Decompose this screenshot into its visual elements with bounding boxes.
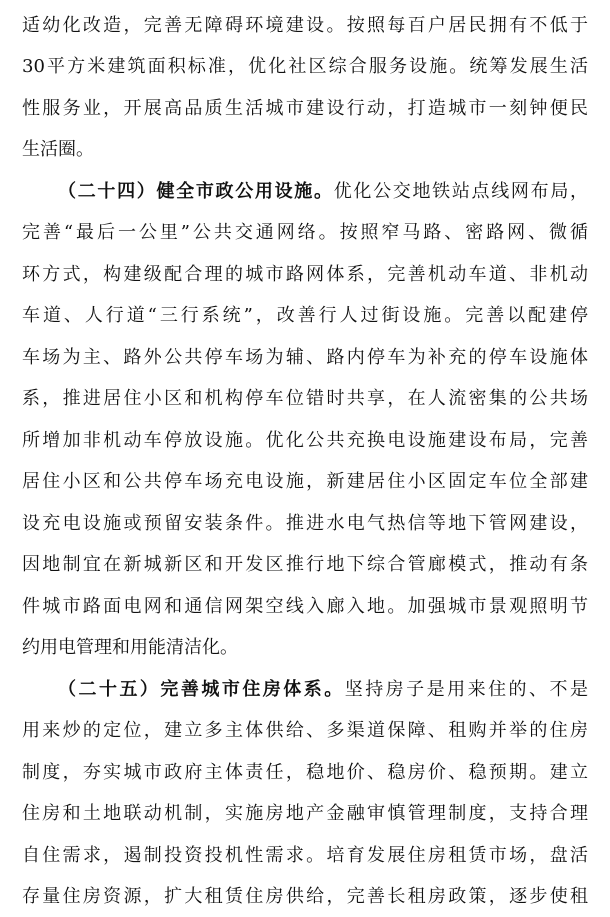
text-line: 约用电管理和用能清洁化。 xyxy=(22,637,238,658)
text-line: 因地制宜在新城新区和开发区推行地下综合管廊模式，推动有条 xyxy=(22,554,588,575)
text-line: 车场为主、路外公共停车场为辅、路内停车为补充的停车设施体 xyxy=(22,347,588,368)
text-line: 设充电设施或预留安装条件。推进水电气热信等地下管网建设， xyxy=(22,513,588,534)
text-line: 自住需求，遏制投资投机性需求。培育发展住房租赁市场，盘活 xyxy=(22,845,588,866)
text-line: 环方式，构建级配合理的城市路网体系，完善机动车道、非机动 xyxy=(22,264,588,285)
text-segment: 坚持房子是用来住的、不是 xyxy=(344,679,588,700)
paragraph-first-line xyxy=(58,670,588,710)
text-line: 适幼化改造，完善无障碍环境建设。按照每百户居民拥有不低于 xyxy=(22,15,588,36)
text-line: 性服务业，开展高品质生活城市建设行动，打造城市一刻钟便民 xyxy=(22,98,588,119)
text-line: 存量住房资源，扩大租赁住房供给，完善长租房政策，逐步使租 xyxy=(22,886,588,907)
text-line: 完善“最后一公里”公共交通网络。按照窄马路、密路网、微循 xyxy=(22,222,588,243)
text-line: 30平方米建筑面积标准，优化社区综合服务设施。统筹发展生活 xyxy=(22,56,588,77)
paragraph-first-line xyxy=(58,172,588,212)
section-heading: （二十四）健全市政公用设施。 xyxy=(58,181,334,202)
text-line: 生活圈。 xyxy=(22,139,94,160)
text-line: 车道、人行道“三行系统”，改善行人过街设施。完善以配建停 xyxy=(22,305,588,326)
text-line: 所增加非机动车停放设施。优化公共充换电设施建设布局，完善 xyxy=(22,430,588,451)
text-segment: 优化公交地铁站点线网布局， xyxy=(333,181,589,202)
text-line: 用来炒的定位，建立多主体供给、多渠道保障、租购并举的住房 xyxy=(22,720,588,741)
text-line: 系，推进居住小区和机构停车位错时共享，在人流密集的公共场 xyxy=(22,388,588,409)
section-heading: （二十五）完善城市住房体系。 xyxy=(58,679,345,700)
text-line: 住房和土地联动机制，实施房地产金融审慎管理制度，支持合理 xyxy=(22,803,588,824)
text-line: 件城市路面电网和通信网架空线入廊入地。加强城市景观照明节 xyxy=(22,596,588,617)
text-line: 居住小区和公共停车场充电设施，新建居住小区固定车位全部建 xyxy=(22,471,588,492)
text-line: 制度，夯实城市政府主体责任，稳地价、稳房价、稳预期。建立 xyxy=(22,762,588,783)
